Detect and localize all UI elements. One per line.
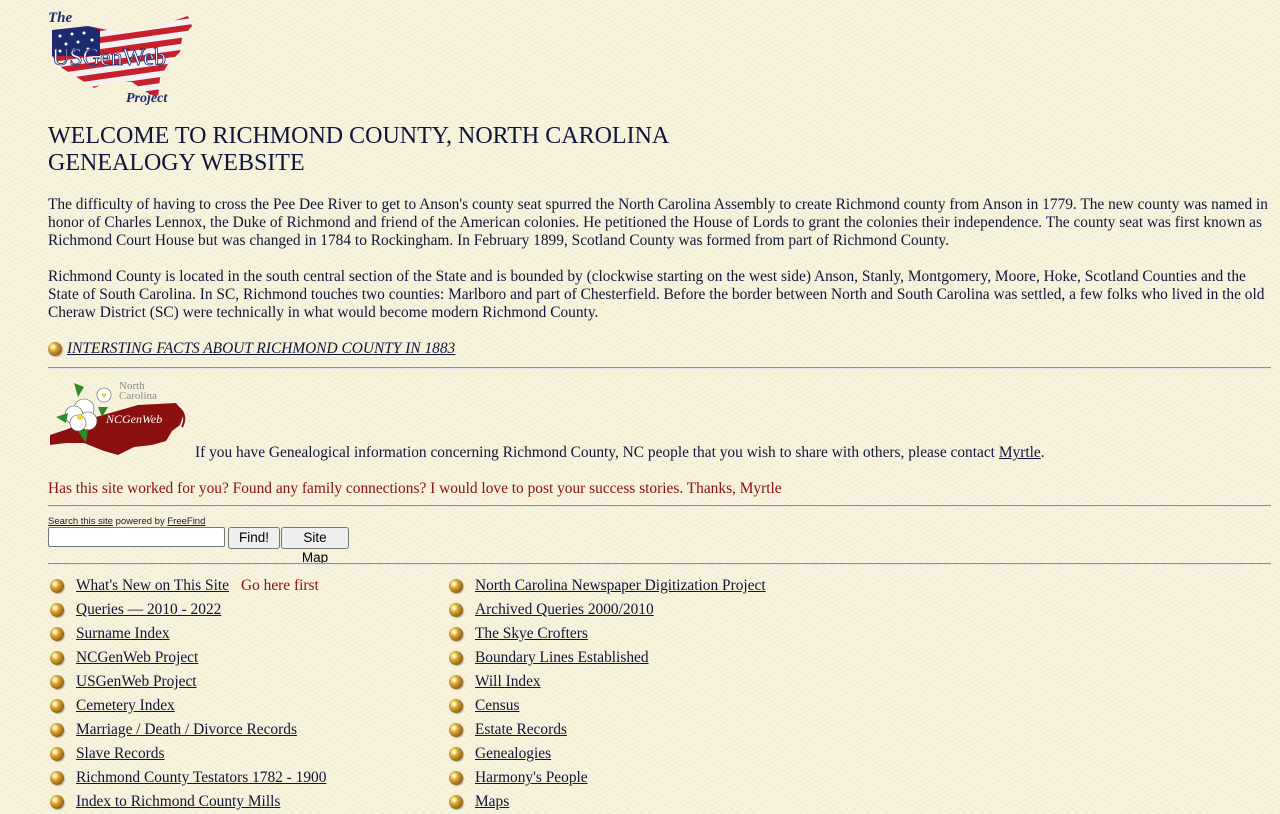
site-map-button[interactable]: Site Map [281,527,349,549]
link-archived-queries[interactable]: Archived Queries 2000/2010 [475,601,654,618]
page-title-line2: GENEALOGY WEBSITE [48,150,305,176]
freefind-link[interactable]: FreeFind [167,516,206,527]
links-list-right [449,574,766,814]
list-item [449,622,766,646]
bullet-icon [50,675,64,689]
link-cemetery-index[interactable]: Cemetery Index [76,697,175,714]
list-item [449,574,766,598]
link-skye-crofters[interactable]: The Skye Crofters [475,625,588,642]
bullet-icon [449,579,463,593]
link-mills-index[interactable]: Index to Richmond County Mills [76,793,281,810]
bullet-icon [50,723,64,737]
search-caption: Search this site powered by FreeFind [48,516,206,527]
list-item [50,574,326,598]
site-search-input[interactable] [48,527,225,547]
svg-text:The: The [48,10,73,26]
bullet-icon [449,675,463,689]
facts-row [48,340,455,358]
bullet-icon [50,795,64,809]
search-this-site-link[interactable]: Search this site [48,516,113,527]
list-item [449,766,766,790]
bullet-icon [449,651,463,665]
list-item [50,646,326,670]
ncgenweb-logo [48,377,190,459]
bullet-icon [50,771,64,785]
list-item [50,742,326,766]
bullet-icon [449,699,463,713]
divider [48,563,1271,565]
bullet-icon [50,579,64,593]
list-item [50,598,326,622]
link-surname-index[interactable]: Surname Index [76,625,170,642]
list-item [449,790,766,814]
links-list-left [50,574,326,814]
link-harmonys-people[interactable]: Harmony's People [475,769,588,786]
svg-text:USGenWeb: USGenWeb [52,45,167,71]
link-ncgenweb-project[interactable]: NCGenWeb Project [76,649,199,666]
location-paragraph: Richmond County is located in the south central section of the State and is bounded by (clockwise starting on the west side) Anson, Stanly, Montgomery, Moore, Hoke, Scotland Counties and the State of South Carolina. In SC, Richmond touches two counties: Marlboro and part of Chesterfield. Before the border between North and South Carolina was settled, a few folks who lived in the old Cheraw District (SC) were technically in what would become modern Richmond County. [48,268,1265,321]
bullet-icon [50,699,64,713]
bullet-icon [449,795,463,809]
list-item [50,670,326,694]
bullet-icon [449,771,463,785]
divider [48,367,1271,369]
bullet-icon [50,627,64,641]
list-item [449,742,766,766]
bullet-icon [50,603,64,617]
bullet-icon [50,747,64,761]
contact-message: If you have Genealogical information concerning Richmond County, NC people that you wish to share with others, please contact Myrtle. [195,444,1045,461]
bullet-icon [449,723,463,737]
svg-text:Project: Project [126,91,168,106]
link-marriage-death-divorce[interactable]: Marriage / Death / Divorce Records [76,721,297,738]
svg-text:NCGenWeb: NCGenWeb [106,412,163,426]
interesting-facts-link[interactable]: INTERSTING FACTS ABOUT RICHMOND COUNTY IN 1883 [67,340,456,357]
list-item [449,694,766,718]
link-whats-new[interactable]: What's New on This Site [76,577,229,594]
list-item [449,646,766,670]
success-stories-message: Has this site worked for you? Found any family connections? I would love to post your success stories. Thanks, Myrtle [48,480,782,497]
go-here-first-note: Go here first [240,577,319,594]
page-title-line1: WELCOME TO RICHMOND COUNTY, NORTH CAROLINA [48,123,670,149]
bullet-icon [449,603,463,617]
list-item [449,670,766,694]
link-slave-records[interactable]: Slave Records [76,745,165,762]
list-item [50,622,326,646]
link-will-index[interactable]: Will Index [475,673,541,690]
divider [48,505,1271,507]
list-item [449,598,766,622]
svg-text:Carolina: Carolina [119,390,157,402]
link-genealogies[interactable]: Genealogies [475,745,552,762]
link-estate-records[interactable]: Estate Records [475,721,567,738]
list-item [449,718,766,742]
link-newspaper-digitization[interactable]: North Carolina Newspaper Digitization Project [475,577,766,594]
history-paragraph: The difficulty of having to cross the Pee Dee River to get to Anson's county seat spurred the North Carolina Assembly to create Richmond county from Anson in 1779. The new county was named in honor of Charles Lennox, the Duke of Richmond and friend of the American colonies. He petitioned the House of Lords to grant the colonies their independence. The county seat was first known as Richmond Court House but was changed in 1784 to Rockingham. In February 1899, Scotland County was formed from part of Richmond County. [48,196,1268,249]
link-testators[interactable]: Richmond County Testators 1782 - 1900 [76,769,327,786]
bullet-icon [449,627,463,641]
find-button[interactable]: Find! [228,527,280,549]
usgenweb-logo [48,8,194,106]
list-item [50,718,326,742]
bullet-icon [48,342,62,356]
bullet-icon [449,747,463,761]
link-queries[interactable]: Queries — 2010 - 2022 [76,601,222,618]
link-census[interactable]: Census [475,697,520,714]
list-item [50,790,326,814]
svg-text:North: North [119,380,145,392]
link-maps[interactable]: Maps [475,793,510,810]
list-item [50,766,326,790]
bullet-icon [50,651,64,665]
contact-myrtle-link[interactable]: Myrtle [998,444,1041,461]
page-title [48,123,669,177]
link-boundary-lines[interactable]: Boundary Lines Established [475,649,649,666]
list-item [50,694,326,718]
link-usgenweb-project[interactable]: USGenWeb Project [76,673,197,690]
